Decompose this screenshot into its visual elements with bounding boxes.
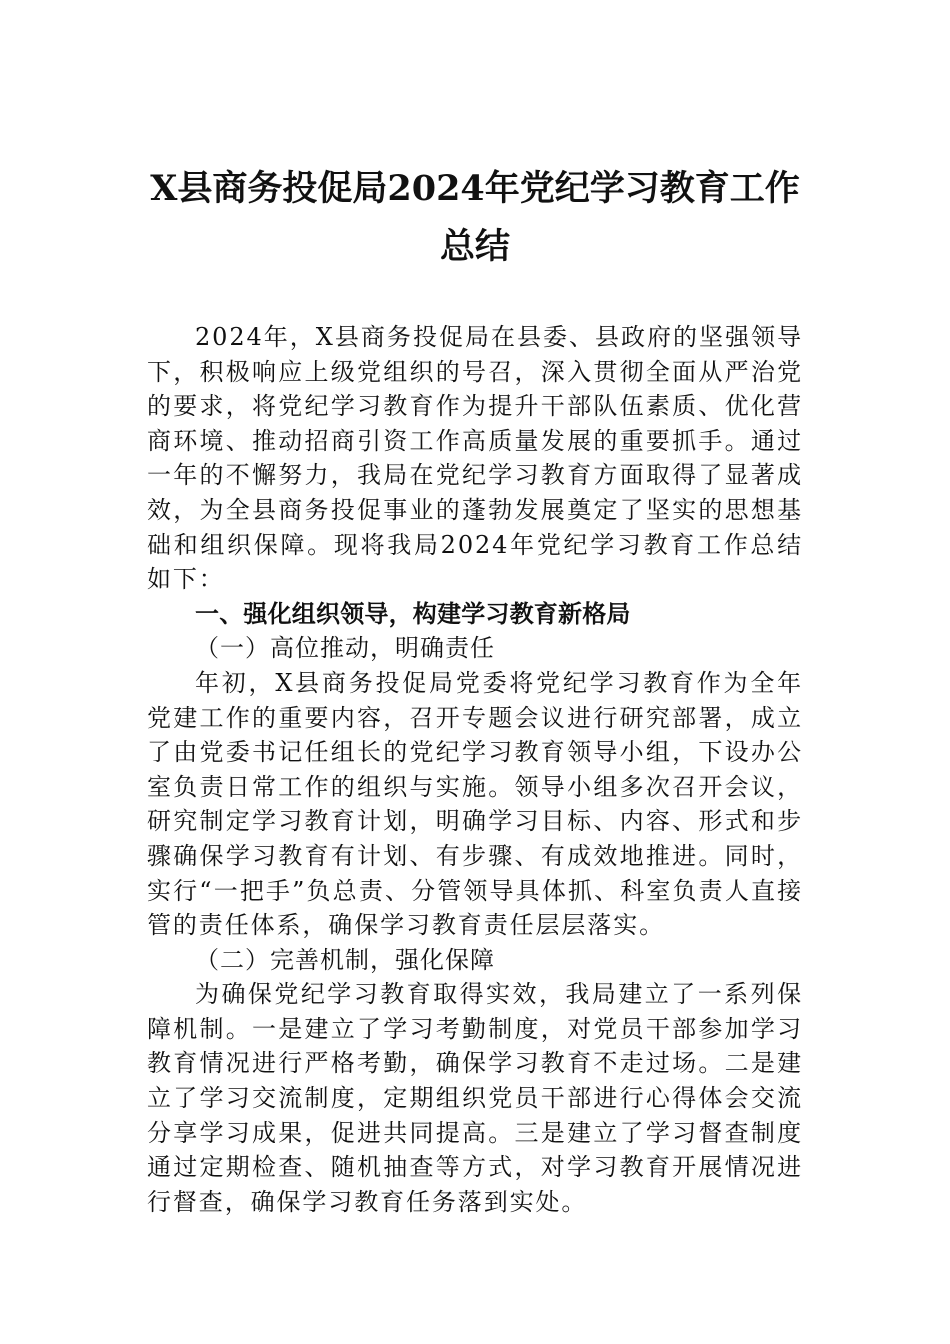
intro-paragraph: 2024年，X县商务投促局在县委、县政府的坚强领导下，积极响应上级党组织的号召，深入贯彻全面从严治党的要求，将党纪学习教育作为提升干部队伍素质、优化营商环境、推动招商引资工作高质量发展的重要抓手。通过一年的不懈努力，我局在党纪学习教育方面取得了显著成效，为全县商务投促事业的蓬勃发展奠定了坚实的思想基础和组织保障。现将我局2024年党纪学习教育工作总结如下： <box>147 323 803 594</box>
subsection-2-paragraph: 为确保党纪学习教育取得实效，我局建立了一系列保障机制。一是建立了学习考勤制度，对党员干部参加学习教育情况进行严格考勤，确保学习教育不走过场。二是建立了学习交流制度，定期组织党员干部进行心得体会交流分享学习成果，促进共同提高。三是建立了学习督查制度通过定期检查、随机抽查等方式，对学习教育开展情况进行督查，确保学习教育任务落到实处。 <box>147 980 803 1216</box>
title-line-2: 总结 <box>439 226 510 267</box>
document-page <box>147 0 803 1219</box>
title-line-1: X县商务投促局2024年党纪学习教育工作 <box>150 168 800 209</box>
document-title <box>147 160 803 276</box>
document-body <box>147 320 803 1219</box>
section-1-heading: 一、强化组织领导，构建学习教育新格局 <box>195 599 631 628</box>
subsection-1-heading: （一）高位推动，明确责任 <box>195 634 495 663</box>
subsection-2-heading: （二）完善机制，强化保障 <box>195 945 495 974</box>
subsection-1-paragraph: 年初，X县商务投促局党委将党纪学习教育作为全年党建工作的重要内容，召开专题会议进行研究部署，成立了由党委书记任组长的党纪学习教育领导小组，下设办公室负责日常工作的组织与实施。领导小组多次召开会议，研究制定学习教育计划，明确学习目标、内容、形式和步骤确保学习教育有计划、有步骤、有成效地推进。同时，实行“一把手”负总责、分管领导具体抓、科室负责人直接管的责任体系，确保学习教育责任层层落实。 <box>147 668 803 940</box>
